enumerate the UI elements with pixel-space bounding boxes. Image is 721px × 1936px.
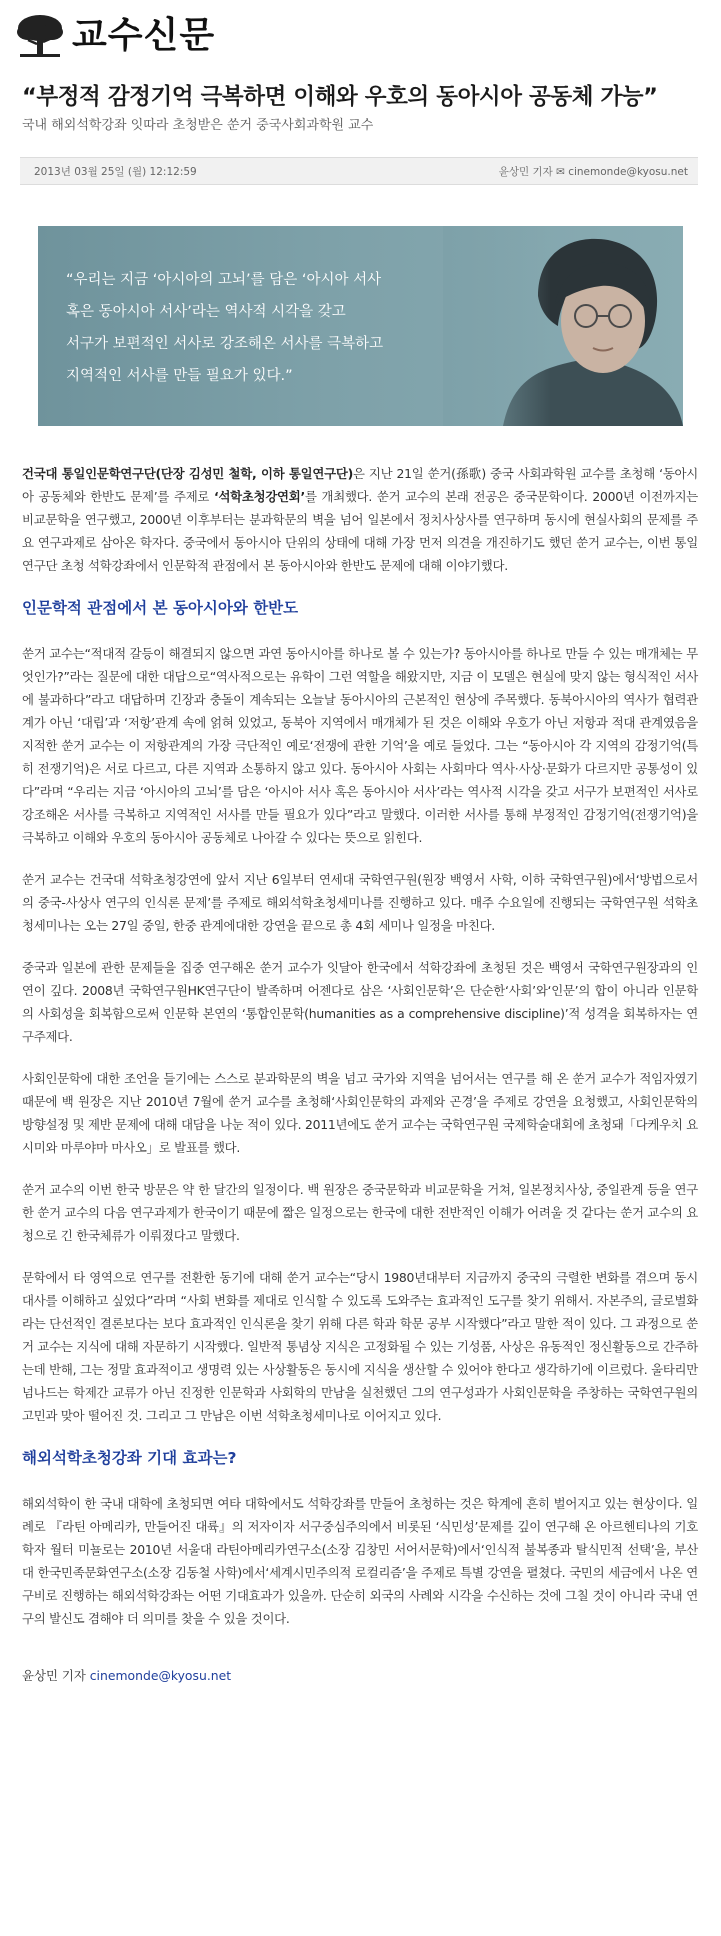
body-paragraph: 문학에서 타 영역으로 연구를 전환한 동기에 대해 쑨거 교수는“당시 1980년대부터 지금까지 중국의 극렬한 변화를 겪으며 동시대사를 이해하고 싶었다”라며 “사회 변화를 제대로 인식할 수 있도록 도와주는 효과적인 도구를 찾기 위해서. 자본주의, 글로벌화라는 단선적인 결론보다는 보다 효과적인 인식론을 찾기 위해 다른 학과 학문 공부 시작했다”라고 말한 적이 있다. 그 과정으로 쑨거 교수는 지식에 대해 자문하기 시작했다. 일반적 통념상 지식은 고정화될 수 있는 기성품, 사상은 유동적인 정신활동으로 간주하는데 반해, 그는 정말 효과적이고 생명력 있는 사상활동은 동시에 지식을 생산할 수 있어야 한다고 생각하기에 이르렀다. 울타리만 넘나드는 학제간 교류가 아닌 진정한 인문학과 사회학의 만남을 실천했던 그의 연구성과가 사회인문학을 주창하는 국학연구원의 고민과 맞아 떨어진 것. 그리고 그 만남은 이번 석학초청세미나로 이어지고 있다. bbox=[22, 1270, 698, 1423]
byline-email-link[interactable]: 윤상민 기자 ✉ cinemonde@kyosu.net bbox=[498, 166, 688, 178]
signature-email-link[interactable]: cinemonde@kyosu.net bbox=[89, 1668, 232, 1683]
signature-name: 윤상민 기자 bbox=[22, 1668, 86, 1683]
hero-quote-line: 지역적인 서사를 만들 필요가 있다.” bbox=[66, 368, 293, 384]
intro-text: 를 개최했다. 쑨거 교수의 본래 전공은 중국문학이다. 2000년 이전까지는 비교문학을 연구했고, 2000년 이후부터는 분과학문의 벽을 넘어 일본에서 정치사상사를 연구하며 동시에 현실사회의 문제를 주요 연구과제로 삼아온 학자다. 중국에서 동아시아 단위의 상태에 대해 가장 먼저 의견을 개진하기도 했던 쑨거 교수는, 이번 통일연구단 초청 석학강좌에서 인문학적 관점에서 본 동아시아와 한반도 문제에 대해 이야기했다. bbox=[22, 489, 699, 573]
body-paragraph: 중국과 일본에 관한 문제들을 집중 연구해온 쑨거 교수가 잇달아 한국에서 석학강좌에 초청된 것은 백영서 국학연구원장과의 인연이 깊다. 2008년 국학연구원HK연구단이 발족하며 어젠다로 삼은 ‘사회인문학’은 단순한‘사회’와‘인문’의 합이 아니라 인문학의 사회성을 회복함으로써 인문학 본연의 ‘통합인문학(humanities as a comprehensive discipline)’적 성격을 회복하자는 연구주제다. bbox=[22, 960, 698, 1044]
intro-bold-event: ‘석학초청강연회’ bbox=[213, 489, 305, 504]
intro-text: 은 지난 21일 쑨거(孫歌) 중국 사회과학원 교수를 초청해 ‘동아시아 공동체와 한반도 문제’를 주제로 bbox=[22, 466, 698, 504]
headline: “부정적 감정기억 극복하면 이해와 우호의 동아시아 공동체 가능” bbox=[22, 84, 658, 110]
signature bbox=[22, 1664, 698, 1687]
hero-quote-text bbox=[66, 264, 536, 392]
article-body bbox=[22, 462, 698, 1687]
hero-quote-line: “우리는 지금 ‘아시아의 고뇌’를 담은 ‘아시아 서사 bbox=[66, 272, 382, 288]
body-paragraph: 해외석학이 한 국내 대학에 초청되면 여타 대학에서도 석학강좌를 만들어 초청하는 것은 학계에 흔히 벌어지고 있는 현상이다. 일례로 『라틴 아메리카, 만들어진 대륙』의 저자이자 서구중심주의에서 비롯된 ‘식민성’문제를 깊이 연구해 온 아르헨티나의 기호학자 월터 미뇰로는 2010년 서울대 라틴아메리카연구소(소장 김창민 서어서문학)에서‘인식적 불복종과 탈식민적 선택’을, 부산대 한국민족문화연구소(소장 김동철 사학)에서‘세계시민주의적 로컬리즘’을 주제로 특별 강연을 펼쳤다. 국민의 세금에서 나온 연구비로 진행하는 해외석학강좌는 어떤 기대효과가 있을까. 단순히 외국의 사례와 시각을 수신하는 것에 그칠 것이 아니라 국내 연구의 발신도 겸해야 더 의미를 찾을 수 있을 것이다. bbox=[22, 1496, 698, 1626]
article-meta-bar bbox=[20, 157, 698, 185]
body-paragraph: 사회인문학에 대한 조언을 들기에는 스스로 분과학문의 벽을 넘고 국가와 지역을 넘어서는 연구를 해 온 쑨거 교수가 적임자였기 때문에 백 원장은 지난 2010년 7월에 쑨거 교수를 초청해‘사회인문학의 과제와 곤경’을 주제로 강연을 요청했고, 사회인문학의 방향설정 및 제반 문제에 대해 대담을 나눈 적이 있다. 2011년에도 쑨거 교수는 국학연구원 국제학술대회에 초청돼「다케우치 요시미와 마루야마 마사오」로 발표를 했다. bbox=[22, 1071, 698, 1155]
intro-bold-org: 건국대 통일인문학연구단(단장 김성민 철학, 이하 통일연구단) bbox=[22, 466, 353, 481]
section-heading-2: 해외석학초청강좌 기대 효과는? bbox=[22, 1449, 237, 1467]
body-paragraph: 쑨거 교수는“적대적 갈등이 해결되지 않으면 과연 동아시아를 하나로 볼 수 있는가? 동아시아를 하나로 만들 수 있는 매개체는 무엇인가?”라는 질문에 대한 대답으로“역사적으로는 유학이 그런 역할을 해왔지만, 지금 이 모델은 현실에 맞지 않는 형식적인 서사에 불과하다”라고 대답하며 긴장과 충돌이 계속되는 오늘날 동아시아의 근본적인 현상에 주목했다. 동북아시아의 역사가 협력관계가 아닌 ‘대립’과 ‘저항’관계 속에 얽혀 있었고, 동북아 지역에서 매개체가 된 것은 이해와 우호가 아닌 저항과 적대 관계였음을 지적한 쑨거 교수는 이 저항관계의 가장 극단적인 예로‘전쟁에 관한 기억’을 예로 들었다. 그는 “동아시아 각 지역의 감정기억(특히 전쟁기억)은 서로 다르고, 다른 지역과 소통하지 않고 있다. 동아시아 사회는 사회마다 역사·사상·문화가 다르지만 공통성이 있다”라며 “우리는 지금 ‘아시아의 고뇌’를 담은 ‘아시아 서사 혹은 동아시아 서사’라는 역사적 시각을 갖고 서구가 보편적인 서사로 강조해온 서사를 극복하고 지역적인 서사를 만들 필요가 있다”라고 말했다. 이러한 서사를 통해 부정적인 감정기억(전쟁기억)을 극복하고 이해와 우호의 동아시아 공동체로 나아갈 수 있다는 뜻으로 읽힌다. bbox=[22, 646, 698, 845]
logo-text: 교수신문 bbox=[72, 15, 216, 56]
subheadline: 국내 해외석학강좌 잇따라 초청받은 쑨거 중국사회과학원 교수 bbox=[22, 118, 374, 133]
hero-quote-line: 서구가 보편적인 서사로 강조해온 서사를 극복하고 bbox=[66, 336, 384, 352]
masthead[interactable] bbox=[14, 12, 215, 60]
publish-date: 2013년 03월 25일 (월) 12:12:59 bbox=[34, 166, 197, 178]
intro-paragraph bbox=[22, 462, 698, 577]
body-paragraph: 쑨거 교수는 건국대 석학초청강연에 앞서 지난 6일부터 연세대 국학연구원(원장 백영서 사학, 이하 국학연구원)에서‘방법으로서의 중국-사상사 연구의 인식론 문제’를 주제로 해외석학초청세미나를 진행하고 있다. 매주 수요일에 진행되는 국학연구원 석학초청세미나는 오는 27일 중일, 한중 관계에대한 강연을 끝으로 총 4회 세미나 일정을 마친다. bbox=[22, 872, 698, 933]
tree-logo-icon bbox=[14, 12, 66, 60]
hero-quote-line: 혹은 동아시아 서사’라는 역사적 시각을 갖고 bbox=[66, 304, 346, 320]
section-heading-1: 인문학적 관점에서 본 동아시아와 한반도 bbox=[22, 599, 299, 617]
hero-quote-image bbox=[38, 226, 683, 426]
body-paragraph: 쑨거 교수의 이번 한국 방문은 약 한 달간의 일정이다. 백 원장은 중국문학과 비교문학을 거쳐, 일본정치사상, 중일관계 등을 연구한 쑨거 교수의 다음 연구과제가 한국이기 때문에 짧은 일정으로는 한국에 대한 전반적인 이해가 어려울 것 같다는 쑨거 교수의 요청으로 긴 한국체류가 이뤄졌다고 말했다. bbox=[22, 1182, 698, 1243]
